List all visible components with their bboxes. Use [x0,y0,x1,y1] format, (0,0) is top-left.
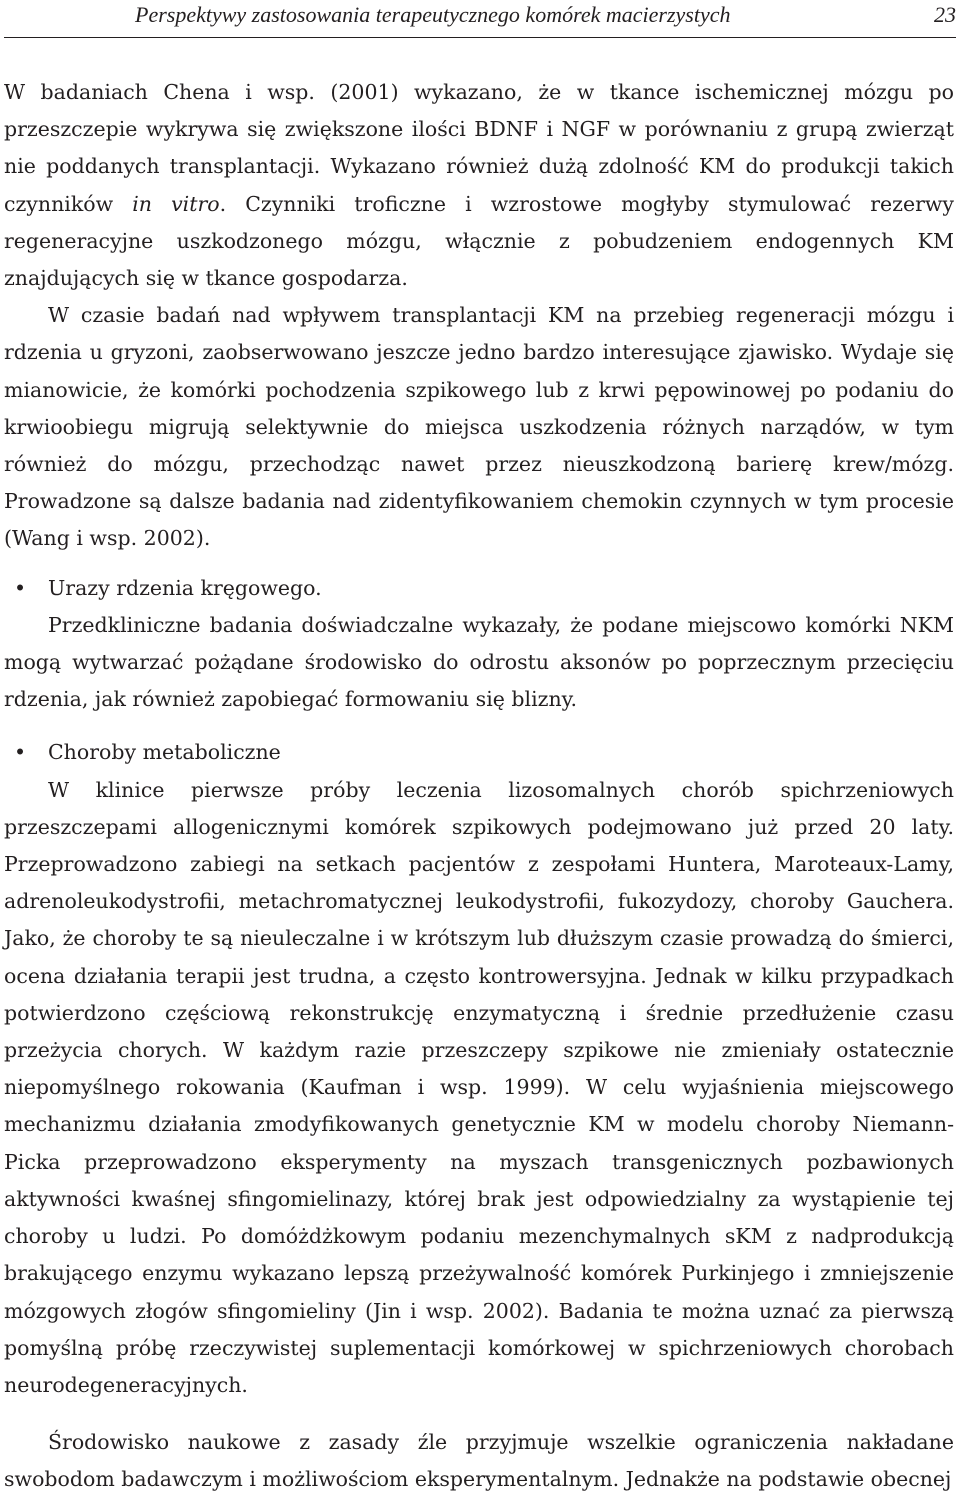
bullet-item-urazy: • Urazy rdzenia kręgowego. [4,570,954,607]
paragraph-4: W klinice pierwsze próby leczenia lizosomalnych chorób spichrzeniowych przeszczepami allogenicznymi komórek szpikowych podejmowano już przed 20 laty. Przeprowadzono zabiegi na setkach pacjentów z zespołami Huntera, Maroteaux-Lamy, adrenoleukodystrofii, metachromatycznej leukodystrofii, fukozydozy, choroby Gauchera. Jako, że choroby te są nieuleczalne i w krótszym lub dłuższym czasie prowadzą do śmierci, ocena działania terapii jest trudna, a często kontrowersyjna. Jednak w kilku przypadkach potwierdzono częściową rekonstrukcję enzymatyczną i średnie przedłużenie czasu przeżycia chorych. W każdym razie przeszczepy szpikowe nie zmieniały ostatecznie niepomyślnego rokowania (Kaufman i wsp. 1999). W celu wyjaśnienia miejscowego mechanizmu działania zmodyfikowanych genetycznie KM w modelu choroby Niemann-Picka przeprowadzono eksperymenty na myszach transgenicznych pozbawionych aktywności kwaśnej sfingomielinazy, której brak jest odpowiedzialny za wystąpienie tej choroby u ludzi. Po domóżdżkowym podaniu mezenchymalnych sKM z nadprodukcją brakującego enzymu wykazano lepszą przeżywalność komórek Purkinjego i zmniejszenie mózgowych złogów sfingomieliny (Jin i wsp. 2002). Badania te można uznać za pierwszą pomyślną próbę rzeczywistej suplementacji komórkowej w spichrzeniowych chorobach neurodegeneracyjnych. [4,777,954,1397]
paragraph-1-italic: in vitro [132,191,220,216]
paragraph-2: W czasie badań nad wpływem transplantacji KM na przebieg regeneracji mózgu i rdzenia u gryzoni, zaobserwowano jeszcze jedno bardzo interesujące zjawisko. Wydaje się mianowicie, że komórki pochodzenia szpikowego lub z krwi pępowinowej po podaniu do krwioobiegu migrują selektywnie do miejsca uszkodzenia różnych narządów, w tym również do mózgu, przechodząc nawet przez nieuszkodzoną barierę krew/mózg. Prowadzone są dalsze badania nad zidentyfikowaniem chemokin czynnych w tym procesie (Wang i wsp. 2002). [4,303,954,551]
paragraph-5: Środowisko naukowe z zasady źle przyjmuje wszelkie ograniczenia nakładane swobodom badawczym i możliwościom eksperymentalnym. Jednakże na podstawie obecnej [4,1430,954,1492]
paragraph-1 [4,74,954,297]
paragraph-3: Przedkliniczne badania doświadczalne wykazały, że podane miejscowo komórki NKM mogą wytwarzać pożądane środowisko do odrostu aksonów po poprzecznym przecięciu rdzenia, jak również zapobiegać formowaniu się blizny. [4,612,954,712]
header-rule [4,37,956,38]
paragraph-1-text-b: . Czynniki troficzne i wzrostowe mogłyby stymulować rezerwy regeneracyjne uszkodzonego mózgu, włącznie z pobudzeniem endogennych KM znajdujących się w tkance gospodarza. [4,191,955,291]
page-body [4,74,954,1499]
page-number: 23 [934,2,956,27]
paragraph-1-text-a: W badaniach Chena i wsp. (2001) wykazano, że w tkance ischemicznej mózgu po przeszczepie wykrywa się zwiększone ilości BDNF i NGF w porównaniu z grupą zwierząt nie poddanych transplantacji. Wykazano również dużą zdolność KM do produkcji takich czynników [4,80,954,216]
bullet-item-choroby-metaboliczne: • Choroby metaboliczne [4,734,954,771]
page-header [0,0,960,40]
running-title: Perspektywy zastosowania terapeutycznego komórek macierzystych [135,2,731,27]
